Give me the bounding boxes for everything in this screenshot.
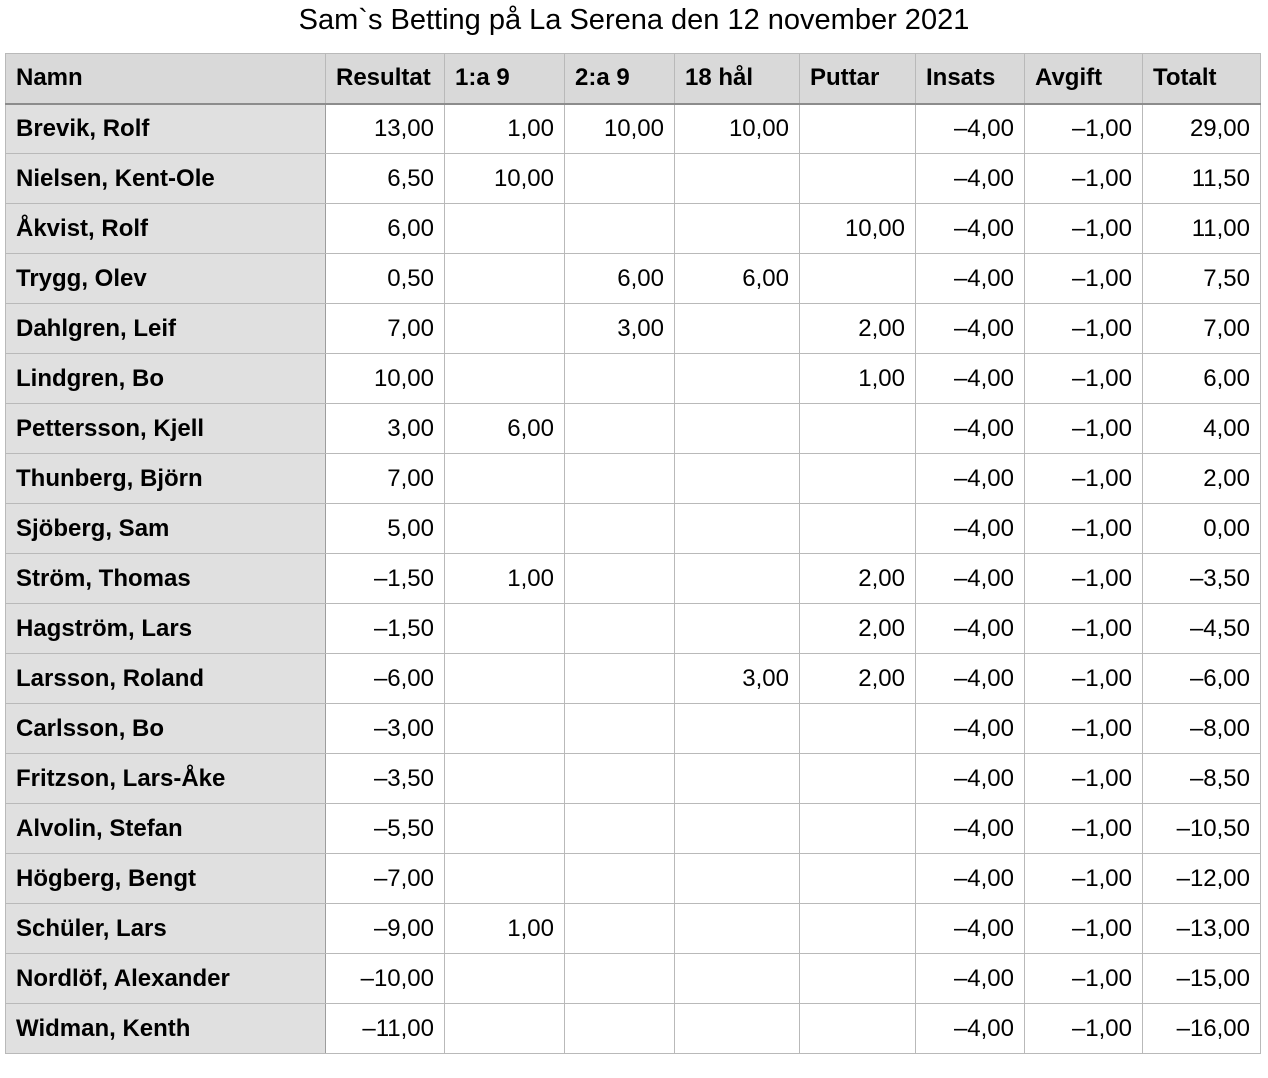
- cell-totalt[interactable]: –15,00: [1143, 954, 1261, 1004]
- table-row: [6, 204, 1261, 254]
- cell-resultat[interactable]: –3,50: [326, 754, 445, 804]
- column-header-insats[interactable]: Insats: [916, 54, 1025, 104]
- cell-totalt[interactable]: 11,00: [1143, 204, 1261, 254]
- cell-avgift[interactable]: –1,00: [1025, 404, 1143, 454]
- cell-arton-hal[interactable]: [675, 604, 800, 654]
- cell-resultat[interactable]: 6,00: [326, 204, 445, 254]
- cell-insats[interactable]: –4,00: [916, 204, 1025, 254]
- cell-arton-hal[interactable]: [675, 904, 800, 954]
- cell-forsta-nio[interactable]: [445, 504, 565, 554]
- cell-forsta-nio[interactable]: [445, 304, 565, 354]
- cell-avgift[interactable]: –1,00: [1025, 1004, 1143, 1054]
- cell-arton-hal[interactable]: 3,00: [675, 654, 800, 704]
- cell-totalt[interactable]: –13,00: [1143, 904, 1261, 954]
- cell-puttar[interactable]: [800, 1004, 916, 1054]
- table-row: [6, 754, 1261, 804]
- cell-resultat[interactable]: 6,50: [326, 154, 445, 204]
- cell-puttar[interactable]: 2,00: [800, 654, 916, 704]
- cell-avgift[interactable]: –1,00: [1025, 654, 1143, 704]
- cell-totalt[interactable]: 6,00: [1143, 354, 1261, 404]
- cell-andra-nio[interactable]: 10,00: [565, 104, 675, 154]
- cell-insats[interactable]: –4,00: [916, 754, 1025, 804]
- cell-avgift[interactable]: –1,00: [1025, 804, 1143, 854]
- cell-forsta-nio[interactable]: [445, 754, 565, 804]
- cell-totalt[interactable]: –8,00: [1143, 704, 1261, 754]
- cell-resultat[interactable]: 7,00: [326, 304, 445, 354]
- cell-forsta-nio[interactable]: 1,00: [445, 554, 565, 604]
- cell-avgift[interactable]: –1,00: [1025, 854, 1143, 904]
- cell-insats[interactable]: –4,00: [916, 354, 1025, 404]
- cell-arton-hal[interactable]: [675, 304, 800, 354]
- player-name-cell[interactable]: Fritzson, Lars-Åke: [6, 754, 326, 804]
- cell-resultat[interactable]: –10,00: [326, 954, 445, 1004]
- cell-arton-hal[interactable]: [675, 204, 800, 254]
- cell-arton-hal[interactable]: 6,00: [675, 254, 800, 304]
- player-name-cell[interactable]: Carlsson, Bo: [6, 704, 326, 754]
- cell-puttar[interactable]: [800, 904, 916, 954]
- player-name-cell[interactable]: Lindgren, Bo: [6, 354, 326, 404]
- cell-arton-hal[interactable]: [675, 954, 800, 1004]
- cell-resultat[interactable]: 0,50: [326, 254, 445, 304]
- cell-arton-hal[interactable]: [675, 1004, 800, 1054]
- cell-andra-nio[interactable]: [565, 804, 675, 854]
- cell-avgift[interactable]: –1,00: [1025, 254, 1143, 304]
- cell-arton-hal[interactable]: [675, 804, 800, 854]
- cell-puttar[interactable]: [800, 104, 916, 154]
- player-name-cell[interactable]: Högberg, Bengt: [6, 854, 326, 904]
- table-row: [6, 154, 1261, 204]
- cell-andra-nio[interactable]: [565, 154, 675, 204]
- cell-forsta-nio[interactable]: [445, 204, 565, 254]
- table-row: [6, 804, 1261, 854]
- cell-insats[interactable]: –4,00: [916, 654, 1025, 704]
- cell-resultat[interactable]: –3,00: [326, 704, 445, 754]
- cell-totalt[interactable]: 11,50: [1143, 154, 1261, 204]
- cell-puttar[interactable]: [800, 504, 916, 554]
- cell-andra-nio[interactable]: [565, 204, 675, 254]
- cell-puttar[interactable]: 2,00: [800, 554, 916, 604]
- cell-resultat[interactable]: 13,00: [326, 104, 445, 154]
- cell-totalt[interactable]: –8,50: [1143, 754, 1261, 804]
- cell-andra-nio[interactable]: [565, 854, 675, 904]
- cell-puttar[interactable]: [800, 154, 916, 204]
- cell-arton-hal[interactable]: [675, 704, 800, 754]
- cell-andra-nio[interactable]: [565, 554, 675, 604]
- cell-resultat[interactable]: –6,00: [326, 654, 445, 704]
- player-name-cell[interactable]: Schüler, Lars: [6, 904, 326, 954]
- column-header-avgift[interactable]: Avgift: [1025, 54, 1143, 104]
- table-row: [6, 554, 1261, 604]
- cell-forsta-nio[interactable]: 1,00: [445, 904, 565, 954]
- cell-resultat[interactable]: –5,50: [326, 804, 445, 854]
- cell-totalt[interactable]: –4,50: [1143, 604, 1261, 654]
- player-name-cell[interactable]: Hagström, Lars: [6, 604, 326, 654]
- cell-arton-hal[interactable]: [675, 454, 800, 504]
- cell-avgift[interactable]: –1,00: [1025, 554, 1143, 604]
- table-row: [6, 454, 1261, 504]
- cell-puttar[interactable]: [800, 804, 916, 854]
- player-name-cell[interactable]: Larsson, Roland: [6, 654, 326, 704]
- cell-insats[interactable]: –4,00: [916, 554, 1025, 604]
- cell-puttar[interactable]: [800, 704, 916, 754]
- cell-forsta-nio[interactable]: 1,00: [445, 104, 565, 154]
- cell-avgift[interactable]: –1,00: [1025, 154, 1143, 204]
- cell-forsta-nio[interactable]: [445, 704, 565, 754]
- cell-forsta-nio[interactable]: [445, 954, 565, 1004]
- player-name-cell[interactable]: Nordlöf, Alexander: [6, 954, 326, 1004]
- cell-totalt[interactable]: 7,00: [1143, 304, 1261, 354]
- cell-totalt[interactable]: –12,00: [1143, 854, 1261, 904]
- table-row: [6, 904, 1261, 954]
- player-name-cell[interactable]: Widman, Kenth: [6, 1004, 326, 1054]
- cell-forsta-nio[interactable]: [445, 454, 565, 504]
- sheet-title: Sam`s Betting på La Serena den 12 november 2021: [298, 4, 970, 36]
- cell-avgift[interactable]: –1,00: [1025, 904, 1143, 954]
- cell-andra-nio[interactable]: [565, 654, 675, 704]
- table-row: [6, 604, 1261, 654]
- cell-resultat[interactable]: –7,00: [326, 854, 445, 904]
- cell-arton-hal[interactable]: [675, 154, 800, 204]
- table-row: [6, 504, 1261, 554]
- cell-totalt[interactable]: –10,50: [1143, 804, 1261, 854]
- player-name-cell[interactable]: Trygg, Olev: [6, 254, 326, 304]
- cell-totalt[interactable]: 4,00: [1143, 404, 1261, 454]
- cell-andra-nio[interactable]: 6,00: [565, 254, 675, 304]
- table-row: [6, 704, 1261, 754]
- cell-puttar[interactable]: 10,00: [800, 204, 916, 254]
- cell-avgift[interactable]: –1,00: [1025, 754, 1143, 804]
- player-name-cell[interactable]: Dahlgren, Leif: [6, 304, 326, 354]
- cell-avgift[interactable]: –1,00: [1025, 504, 1143, 554]
- cell-puttar[interactable]: [800, 404, 916, 454]
- cell-andra-nio[interactable]: [565, 604, 675, 654]
- cell-forsta-nio[interactable]: 10,00: [445, 154, 565, 204]
- player-name-cell[interactable]: Thunberg, Björn: [6, 454, 326, 504]
- cell-avgift[interactable]: –1,00: [1025, 354, 1143, 404]
- cell-forsta-nio[interactable]: [445, 604, 565, 654]
- cell-arton-hal[interactable]: [675, 554, 800, 604]
- cell-insats[interactable]: –4,00: [916, 604, 1025, 654]
- cell-resultat[interactable]: –1,50: [326, 554, 445, 604]
- cell-avgift[interactable]: –1,00: [1025, 304, 1143, 354]
- table-row: [6, 1004, 1261, 1054]
- table-row: [6, 404, 1261, 454]
- cell-avgift[interactable]: –1,00: [1025, 104, 1143, 154]
- cell-arton-hal[interactable]: [675, 504, 800, 554]
- table-row: [6, 104, 1261, 154]
- cell-totalt[interactable]: 0,00: [1143, 504, 1261, 554]
- cell-insats[interactable]: –4,00: [916, 1004, 1025, 1054]
- cell-forsta-nio[interactable]: [445, 1004, 565, 1054]
- cell-resultat[interactable]: –1,50: [326, 604, 445, 654]
- cell-forsta-nio[interactable]: [445, 854, 565, 904]
- cell-insats[interactable]: –4,00: [916, 804, 1025, 854]
- cell-totalt[interactable]: 2,00: [1143, 454, 1261, 504]
- cell-totalt[interactable]: –16,00: [1143, 1004, 1261, 1054]
- cell-andra-nio[interactable]: [565, 454, 675, 504]
- header-row: [6, 54, 1261, 104]
- table-row: [6, 654, 1261, 704]
- cell-andra-nio[interactable]: [565, 904, 675, 954]
- column-header-forsta-nio[interactable]: 1:a 9: [445, 54, 565, 104]
- cell-totalt[interactable]: –6,00: [1143, 654, 1261, 704]
- cell-arton-hal[interactable]: [675, 404, 800, 454]
- cell-andra-nio[interactable]: [565, 954, 675, 1004]
- cell-totalt[interactable]: –3,50: [1143, 554, 1261, 604]
- cell-resultat[interactable]: 3,00: [326, 404, 445, 454]
- cell-resultat[interactable]: –11,00: [326, 1004, 445, 1054]
- cell-insats[interactable]: –4,00: [916, 854, 1025, 904]
- cell-arton-hal[interactable]: [675, 354, 800, 404]
- player-name-cell[interactable]: Nielsen, Kent-Ole: [6, 154, 326, 204]
- cell-insats[interactable]: –4,00: [916, 104, 1025, 154]
- column-header-resultat[interactable]: Resultat: [326, 54, 445, 104]
- cell-puttar[interactable]: 2,00: [800, 304, 916, 354]
- cell-totalt[interactable]: 7,50: [1143, 254, 1261, 304]
- cell-puttar[interactable]: 2,00: [800, 604, 916, 654]
- table-row: [6, 304, 1261, 354]
- column-header-totalt[interactable]: Totalt: [1143, 54, 1261, 104]
- cell-puttar[interactable]: [800, 854, 916, 904]
- cell-resultat[interactable]: 10,00: [326, 354, 445, 404]
- cell-insats[interactable]: –4,00: [916, 504, 1025, 554]
- cell-insats[interactable]: –4,00: [916, 904, 1025, 954]
- cell-andra-nio[interactable]: [565, 504, 675, 554]
- table-row: [6, 854, 1261, 904]
- cell-avgift[interactable]: –1,00: [1025, 954, 1143, 1004]
- cell-avgift[interactable]: –1,00: [1025, 604, 1143, 654]
- cell-avgift[interactable]: –1,00: [1025, 204, 1143, 254]
- cell-arton-hal[interactable]: [675, 754, 800, 804]
- cell-forsta-nio[interactable]: [445, 804, 565, 854]
- cell-puttar[interactable]: [800, 754, 916, 804]
- cell-forsta-nio[interactable]: [445, 654, 565, 704]
- betting-table: [5, 53, 1261, 1054]
- cell-puttar[interactable]: [800, 254, 916, 304]
- cell-avgift[interactable]: –1,00: [1025, 454, 1143, 504]
- player-name-cell[interactable]: Brevik, Rolf: [6, 104, 326, 154]
- cell-insats[interactable]: –4,00: [916, 304, 1025, 354]
- cell-insats[interactable]: –4,00: [916, 154, 1025, 204]
- column-header-puttar[interactable]: Puttar: [800, 54, 916, 104]
- table-row: [6, 354, 1261, 404]
- player-name-cell[interactable]: Sjöberg, Sam: [6, 504, 326, 554]
- cell-forsta-nio[interactable]: [445, 254, 565, 304]
- player-name-cell[interactable]: Ström, Thomas: [6, 554, 326, 604]
- cell-andra-nio[interactable]: [565, 404, 675, 454]
- cell-insats[interactable]: –4,00: [916, 954, 1025, 1004]
- cell-resultat[interactable]: –9,00: [326, 904, 445, 954]
- player-name-cell[interactable]: Alvolin, Stefan: [6, 804, 326, 854]
- cell-insats[interactable]: –4,00: [916, 254, 1025, 304]
- cell-puttar[interactable]: [800, 954, 916, 1004]
- column-header-andra-nio[interactable]: 2:a 9: [565, 54, 675, 104]
- cell-andra-nio[interactable]: [565, 354, 675, 404]
- cell-totalt[interactable]: 29,00: [1143, 104, 1261, 154]
- cell-arton-hal[interactable]: 10,00: [675, 104, 800, 154]
- table-body: [6, 104, 1261, 1054]
- cell-andra-nio[interactable]: [565, 1004, 675, 1054]
- cell-resultat[interactable]: 5,00: [326, 504, 445, 554]
- cell-andra-nio[interactable]: [565, 704, 675, 754]
- cell-insats[interactable]: –4,00: [916, 404, 1025, 454]
- cell-andra-nio[interactable]: 3,00: [565, 304, 675, 354]
- cell-forsta-nio[interactable]: [445, 354, 565, 404]
- cell-andra-nio[interactable]: [565, 754, 675, 804]
- cell-puttar[interactable]: [800, 454, 916, 504]
- cell-puttar[interactable]: 1,00: [800, 354, 916, 404]
- cell-forsta-nio[interactable]: 6,00: [445, 404, 565, 454]
- cell-insats[interactable]: –4,00: [916, 704, 1025, 754]
- table-row: [6, 254, 1261, 304]
- column-header-arton-hal[interactable]: 18 hål: [675, 54, 800, 104]
- table-row: [6, 954, 1261, 1004]
- cell-insats[interactable]: –4,00: [916, 454, 1025, 504]
- cell-resultat[interactable]: 7,00: [326, 454, 445, 504]
- player-name-cell[interactable]: Pettersson, Kjell: [6, 404, 326, 454]
- cell-avgift[interactable]: –1,00: [1025, 704, 1143, 754]
- column-header-name[interactable]: Namn: [6, 54, 326, 104]
- cell-arton-hal[interactable]: [675, 854, 800, 904]
- player-name-cell[interactable]: Åkvist, Rolf: [6, 204, 326, 254]
